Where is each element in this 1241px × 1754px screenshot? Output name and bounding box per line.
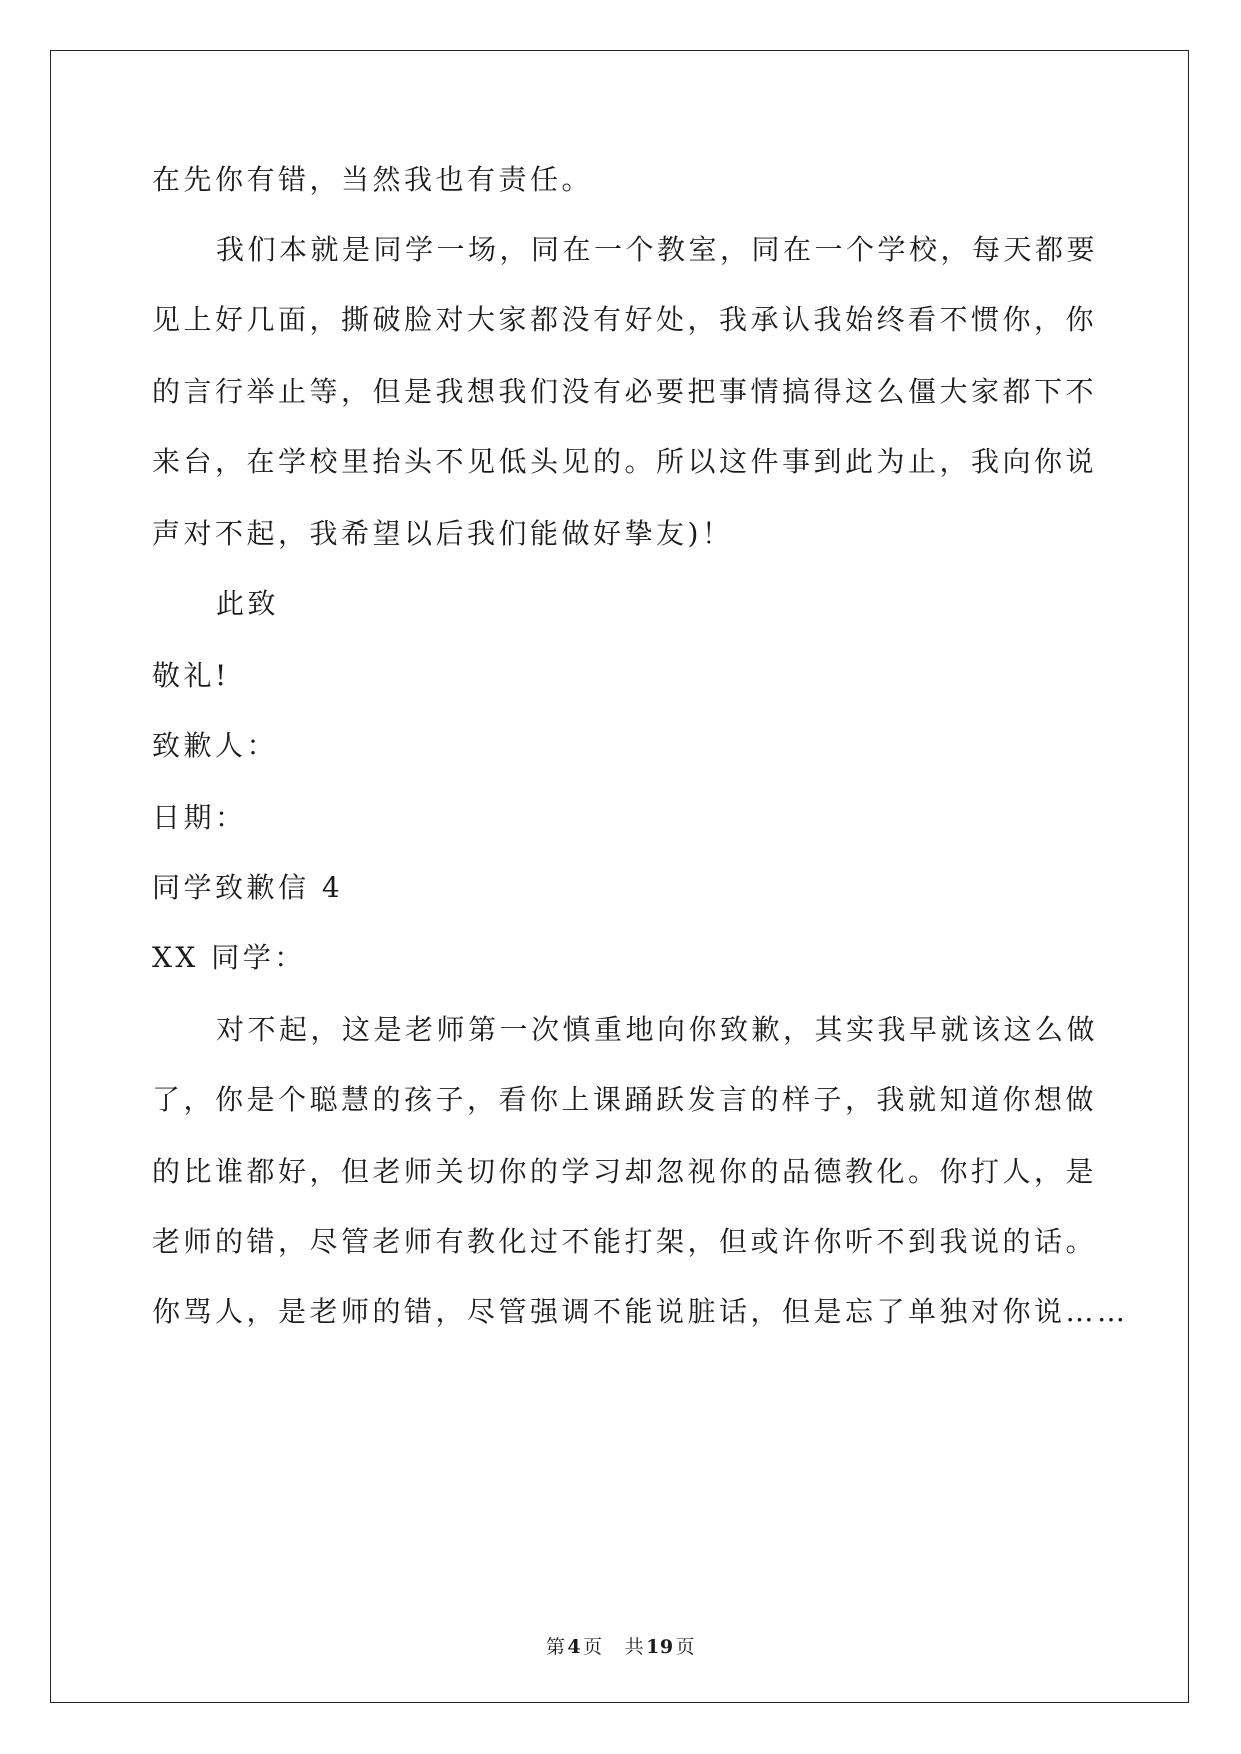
text-line: 你骂人，是老师的错，尽管强调不能说脏话，但是忘了单独对你说…… (152, 1295, 1129, 1328)
text-line: 来台，在学校里抬头不见低头见的。所以这件事到此为止，我向你说 (152, 445, 1098, 478)
text-line: 了，你是个聪慧的孩子，看你上课踊跃发言的样子，我就知道你想做 (152, 1083, 1098, 1116)
signature-label: 致歉人： (152, 729, 279, 762)
total-prefix: 共 (624, 1636, 645, 1658)
page-number: 4 (567, 1636, 582, 1658)
page-suffix: 页 (583, 1636, 603, 1658)
text-line: 的言行举止等，但是我想我们没有必要把事情搞得这么僵大家都下不 (152, 375, 1098, 408)
text-line: 见上好几面，撕破脸对大家都没有好处，我承认我始终看不惯你，你 (152, 303, 1098, 336)
text-line: 我们本就是同学一场，同在一个教室，同在一个学校，每天都要 (216, 233, 1099, 266)
text-line: 在先你有错，当然我也有责任。 (152, 163, 594, 196)
page-prefix: 第 (545, 1636, 566, 1658)
text-line: 老师的错，尽管老师有教化过不能打架，但或许你听不到我说的话。 (152, 1225, 1098, 1258)
date-label: 日期： (152, 801, 247, 834)
recipient-greeting: XX 同学： (152, 941, 306, 974)
closing-salutation: 此致 (216, 587, 280, 620)
text-line: 对不起，这是老师第一次慎重地向你致歉，其实我早就该这么做 (216, 1013, 1099, 1046)
text-line: 声对不起，我希望以后我们能做好挚友)！ (152, 517, 734, 550)
text-line: 的比谁都好，但老师关切你的学习却忽视你的品德教化。你打人，是 (152, 1155, 1098, 1188)
total-suffix: 页 (675, 1636, 696, 1658)
total-pages: 19 (646, 1636, 674, 1658)
closing-regards: 敬礼! (152, 659, 230, 692)
section-heading: 同学致歉信 4 (152, 871, 344, 904)
page-footer (0, 1632, 1241, 1659)
